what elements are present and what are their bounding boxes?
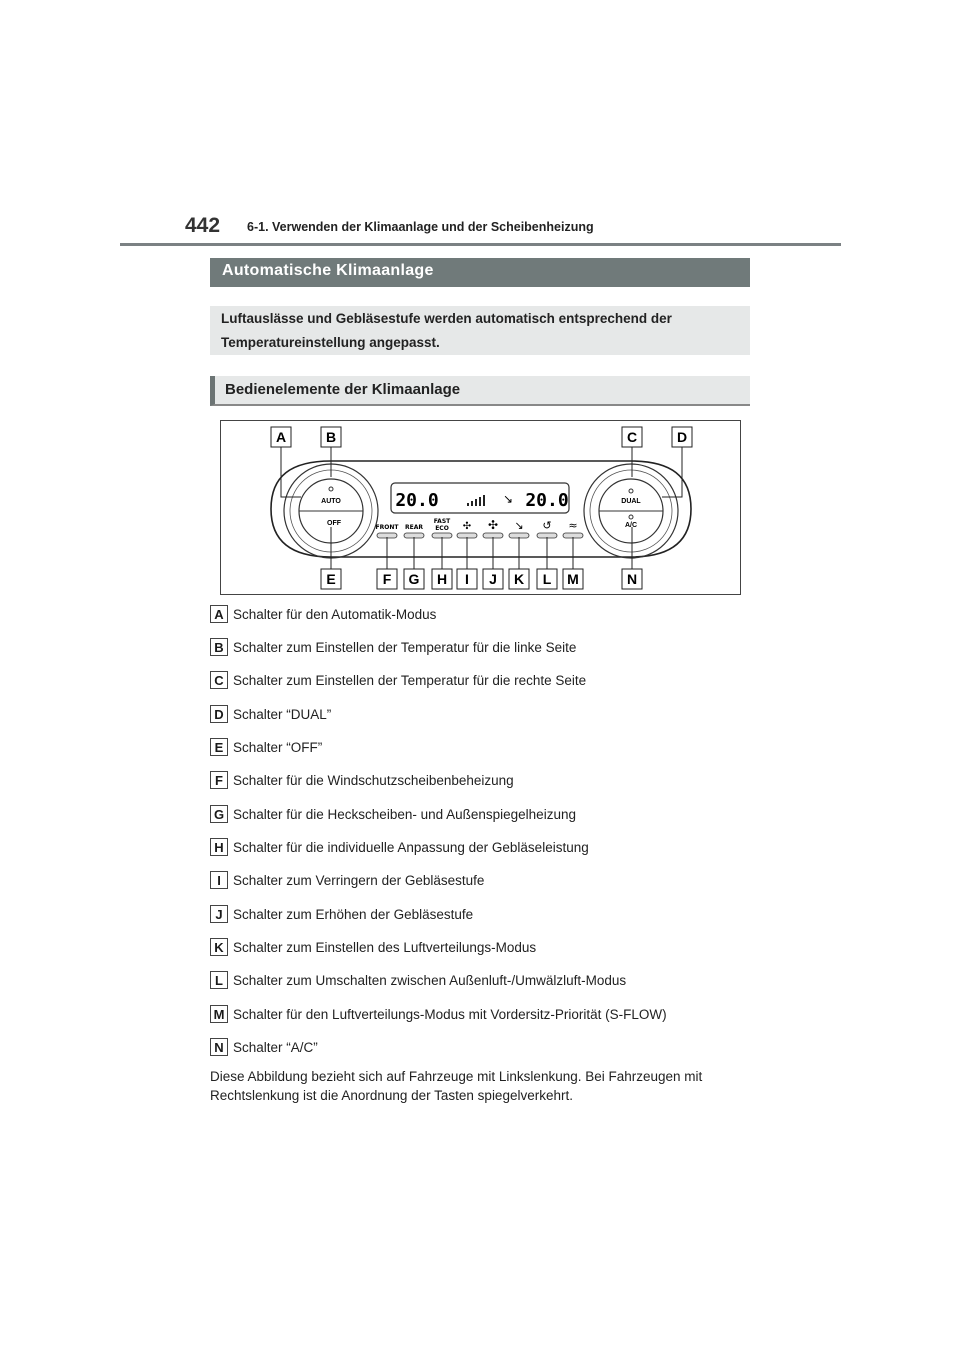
callout-e-label: E (326, 571, 336, 587)
legend-item (210, 937, 536, 957)
s-flow-icon: ≈ (568, 519, 578, 532)
legend-item (210, 804, 576, 824)
callout-g-label: G (408, 571, 420, 587)
legend-text: Schalter für den Luftverteilungs-Modus mit Vordersitz-Priorität (S-FLOW) (233, 1006, 667, 1022)
intro-box: Luftauslässe und Gebläsestufe werden automatisch entsprechend der Temperatureinstellung angepasst. (210, 306, 750, 355)
fan-down-icon: ✣ (462, 521, 472, 532)
legend-badge: C (210, 671, 228, 689)
legend-text: Schalter zum Erhöhen der Gebläsestufe (233, 906, 474, 922)
front-defroster-label: FRONT (375, 524, 399, 531)
fan-up-icon: ✣ (487, 518, 499, 532)
legend-text: Schalter zum Einstellen des Luftverteilungs-Modus (233, 939, 537, 955)
legend-badge: I (210, 871, 228, 889)
callout-b-label: B (325, 429, 337, 445)
rear-defroster-label: REAR (405, 524, 423, 531)
chapter-title: 6-1. Verwenden der Klimaanlage und der Scheibenheizung (247, 220, 594, 234)
callout-a-label: A (275, 429, 287, 445)
legend-badge: E (210, 738, 228, 756)
legend-item (210, 704, 331, 724)
legend-item (210, 837, 589, 857)
legend-badge: M (210, 1005, 228, 1023)
legend-item (210, 737, 322, 757)
page-number: 442 (185, 214, 221, 237)
subsection-title: Bedienelemente der Klimaanlage (210, 376, 750, 406)
section-title: Automatische Klimaanlage (210, 258, 750, 287)
airflow-mode-icon: ↘ (502, 492, 514, 506)
legend-text: Schalter zum Einstellen der Temperatur für die rechte Seite (233, 672, 587, 688)
legend-item (210, 770, 514, 790)
legend-badge: H (210, 838, 228, 856)
legend-text: Schalter zum Umschalten zwischen Außenluft-/Umwälzluft-Modus (233, 972, 627, 988)
callout-c-label: C (626, 429, 638, 445)
callout-d-label: D (676, 429, 688, 445)
eco-label: ECO (435, 525, 449, 532)
callout-h-label: H (436, 571, 448, 587)
legend-text: Schalter für die Heckscheiben- und Außenspiegelheizung (233, 806, 576, 822)
callout-f-label: F (382, 571, 392, 587)
callout-m-label: M (567, 571, 579, 587)
legend-text: Schalter “DUAL” (233, 706, 332, 722)
legend-item (210, 1037, 318, 1057)
legend-item (210, 604, 436, 624)
right-temperature: 20.0 (525, 490, 569, 511)
control-panel-figure (220, 420, 741, 595)
legend-text: Schalter für die individuelle Anpassung der Gebläseleistung (233, 839, 589, 855)
legend-badge: F (210, 771, 228, 789)
legend-badge: L (210, 971, 228, 989)
legend-text: Schalter “A/C” (233, 1039, 318, 1055)
legend-item (210, 637, 576, 657)
legend-text: Schalter für die Windschutzscheibenbeheizung (233, 772, 514, 788)
auto-label: AUTO (321, 498, 341, 505)
legend-badge: G (210, 805, 228, 823)
left-temperature: 20.0 (395, 490, 439, 511)
legend-item (210, 1004, 667, 1024)
legend-item (210, 670, 586, 690)
legend-badge: J (210, 905, 228, 923)
ac-label: A/C (624, 522, 638, 529)
callout-i-label: I (465, 571, 469, 587)
legend-item (210, 870, 484, 890)
legend-badge: A (210, 605, 228, 623)
legend-text: Schalter für den Automatik-Modus (233, 606, 437, 622)
callout-l-label: L (542, 571, 552, 587)
fast-label: FAST (433, 518, 451, 525)
legend-text: Schalter “OFF” (233, 739, 323, 755)
legend-badge: D (210, 705, 228, 723)
callout-n-label: N (626, 571, 638, 587)
legend-text: Schalter zum Einstellen der Temperatur für die linke Seite (233, 639, 577, 655)
off-label: OFF (327, 520, 341, 527)
callout-k-label: K (513, 571, 525, 587)
control-panel-illustration (221, 421, 742, 596)
recirculation-icon: ↺ (542, 519, 552, 532)
legend-badge: K (210, 938, 228, 956)
legend-item (210, 904, 473, 924)
header-rule (120, 243, 841, 246)
legend-text: Schalter zum Verringern der Gebläsestufe (233, 872, 485, 888)
legend-badge: N (210, 1038, 228, 1056)
mirror-note: Diese Abbildung bezieht sich auf Fahrzeuge mit Linkslenkung. Bei Fahrzeugen mit Rechtslenkung ist die Anordnung der Tasten spiegelverkehrt. (210, 1069, 703, 1103)
legend-badge: B (210, 638, 228, 656)
legend-item (210, 970, 626, 990)
callout-j-label: J (489, 571, 497, 587)
dual-label: DUAL (621, 498, 641, 505)
button-row (377, 533, 583, 538)
air-distribution-icon: ↘ (514, 519, 524, 532)
